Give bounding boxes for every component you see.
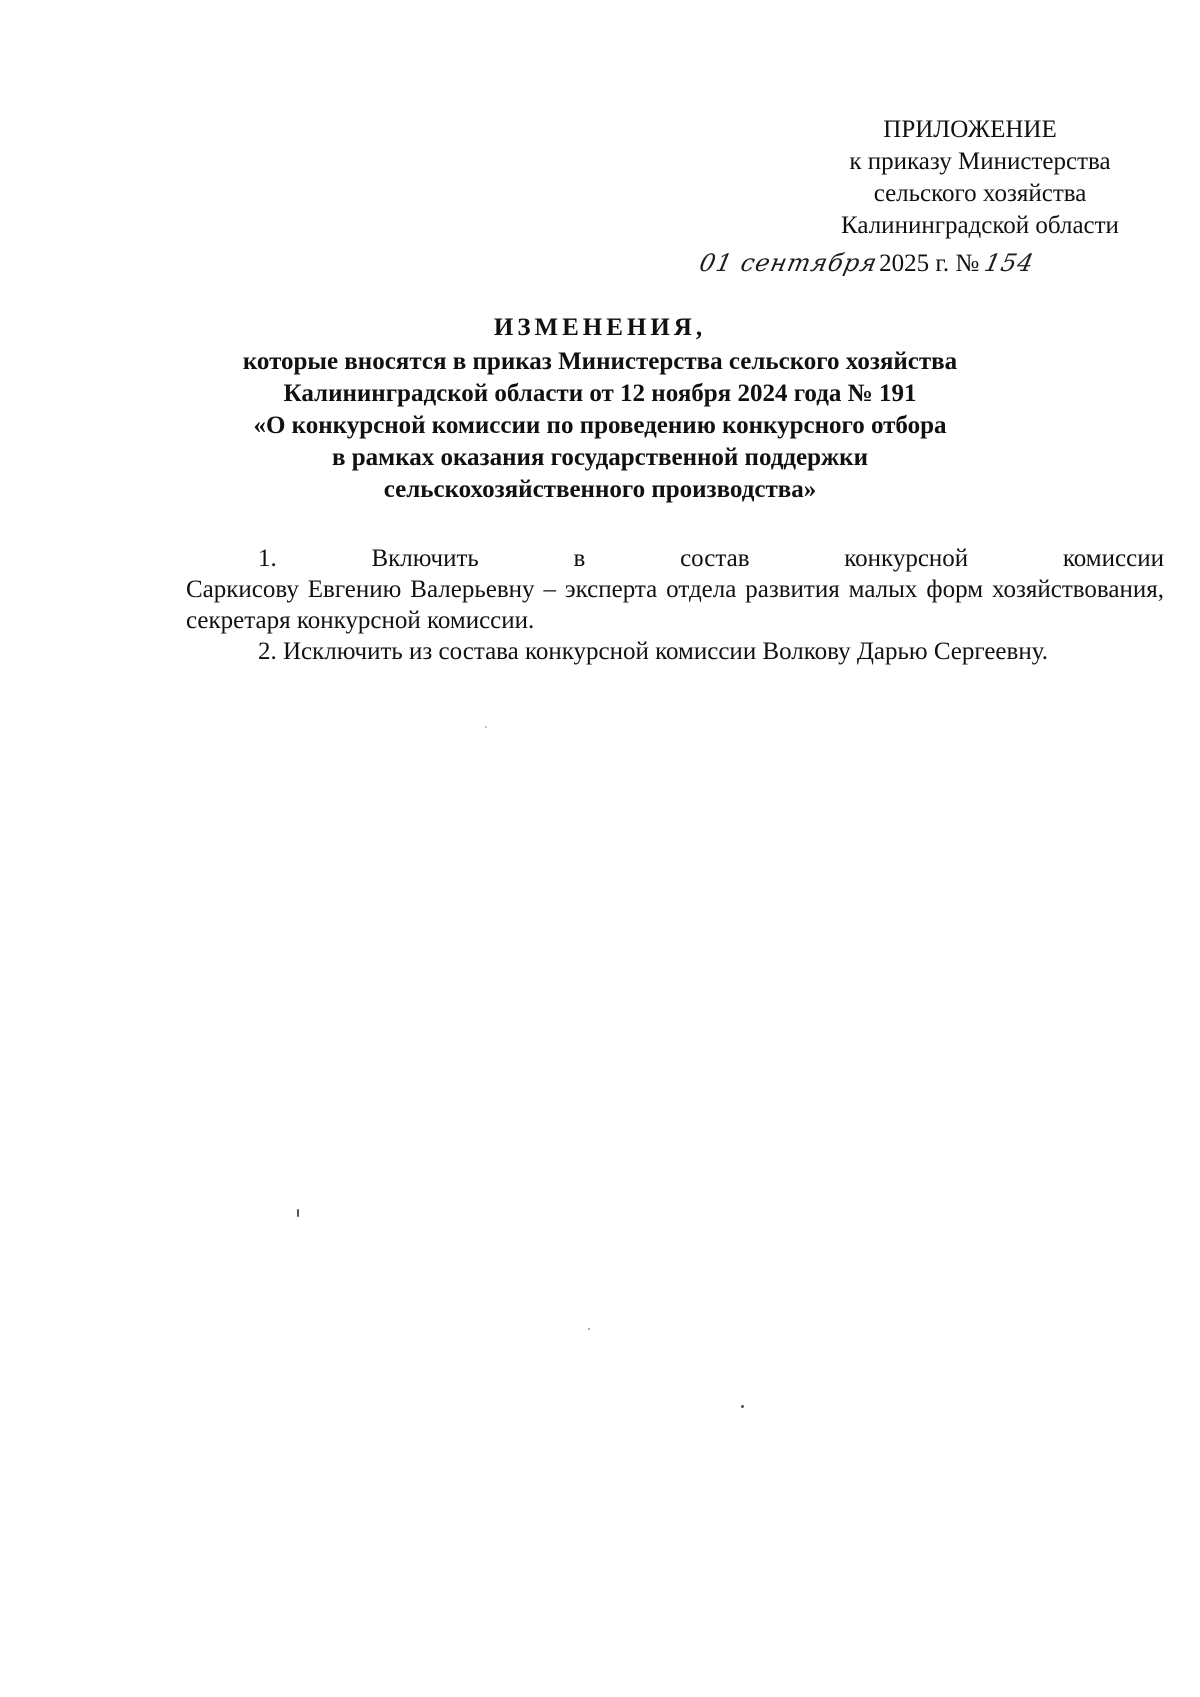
scan-speck	[297, 1209, 299, 1217]
document-title: ИЗМЕНЕНИЯ,	[493, 314, 707, 341]
handwritten-date: 01 сентября	[697, 249, 881, 277]
appendix-heading: ПРИЛОЖЕНИЕ	[883, 116, 1057, 143]
word: Включить	[371, 545, 479, 572]
word: в	[573, 545, 586, 572]
title-line: сельскохозяйственного производства»	[383, 476, 817, 503]
word: состав	[680, 545, 750, 572]
title-line: Калининградской области от 12 ноября 2024 года № 191	[283, 380, 917, 407]
appendix-line: к приказу Министерства	[849, 148, 1111, 175]
paragraph-1-first-line	[186, 543, 1164, 574]
word: комиссии	[1062, 545, 1164, 572]
paragraph-2: 2. Исключить из состава конкурсной комиссии Волкову Дарью Сергеевну.	[258, 638, 1048, 665]
document-body	[186, 543, 1164, 667]
scan-speck	[588, 1328, 590, 1330]
handwritten-number: 154	[982, 249, 1038, 277]
word: конкурсной	[844, 545, 969, 572]
appendix-line: Калининградской области	[841, 212, 1119, 239]
word: 1.	[258, 545, 277, 572]
scan-speck	[741, 1405, 744, 1408]
appendix-line: сельского хозяйства	[873, 180, 1087, 207]
scan-speck	[485, 726, 487, 728]
title-line: которые вносятся в приказ Министерства сельского хозяйства	[242, 348, 958, 375]
title-line: «О конкурсной комиссии по проведению конкурсного отбора	[253, 412, 947, 439]
appendix-block	[760, 114, 1160, 242]
paragraph-1-continuation: Саркисову Евгению Валерьевну – эксперта отдела развития малых форм хозяйствования, секретаря конкурсной комиссии.	[186, 576, 1164, 634]
document-title-block	[180, 312, 1020, 506]
printed-date-suffix: 2025 г. №	[879, 250, 980, 277]
title-line: в рамках оказания государственной поддержки	[332, 444, 868, 471]
appendix-date-line	[697, 247, 1100, 280]
